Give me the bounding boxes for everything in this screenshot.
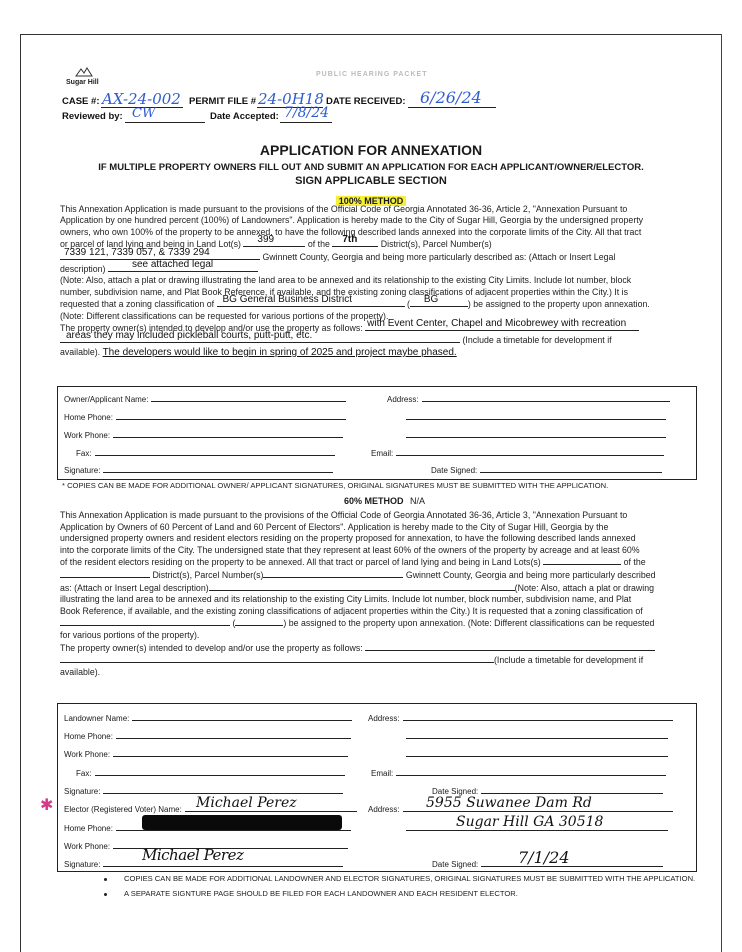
landowner-fax-field[interactable] (95, 767, 345, 776)
footer-note-2: A SEPARATE SIGNTURE PAGE SHOULD BE FILED FOR EACH LANDOWNER AND EACH RESIDENT ELECTOR. (124, 889, 518, 898)
landowner-work-phone-field[interactable] (113, 748, 348, 757)
elector-home-phone-label: Home Phone: (64, 824, 113, 833)
reviewed-value: CW (132, 106, 156, 121)
signature-label: Signature: (64, 466, 101, 475)
address-line2-field[interactable] (406, 411, 666, 420)
text-line (60, 642, 686, 655)
text-line (60, 330, 686, 346)
of-the-label: of the (307, 239, 330, 250)
zoning-code-value: BG (423, 294, 439, 306)
page-subtitle: IF MULTIPLE PROPERTY OWNERS FILL OUT AND SUBMIT AN APPLICATION FOR EACH APPLICANT/OWNER/ELECTOR. (98, 162, 644, 173)
elector-work-phone-label: Work Phone: (64, 842, 111, 851)
text-segment: of the resident electors residing on the property to be annexed. All that tract or parcel of land lying and being in Land Lots(s) (60, 557, 541, 568)
text-line (60, 667, 686, 679)
address-label: Address: (387, 395, 419, 404)
text-line: be assigned to the property upon annexation. (473, 299, 650, 310)
parcel-label: District(s), Parcel Number(s) (380, 239, 492, 250)
fax-label: Fax: (76, 449, 92, 458)
landowner-work-phone-label: Work Phone: (64, 750, 111, 759)
landowner-home-phone-label: Home Phone: (64, 732, 113, 741)
email-row (371, 447, 664, 458)
bullet-icon (104, 878, 107, 881)
work-phone-field[interactable] (113, 429, 343, 438)
land-lot-field[interactable] (243, 234, 305, 247)
email-field[interactable] (396, 447, 664, 456)
reviewed-underline (125, 122, 205, 123)
text-line: Application by one hundred percent (100%) of Landowners". Application is hereby made to the City of Sugar Hill, Georgia by the undersigned property (60, 215, 644, 226)
land-lot-label: or parcel of land lying and being in Land Lot(s) (60, 239, 241, 250)
land-lot-value: 399 (257, 234, 275, 246)
text-segment: ( (232, 618, 236, 629)
date-received-value: 6/26/24 (420, 88, 482, 107)
landowner-address2-row (403, 730, 668, 741)
district-field[interactable] (332, 234, 378, 247)
owner-name-row (64, 393, 346, 404)
elector-date-label: Date Signed: (432, 860, 479, 869)
text-segment: (Include a timetable for development if (494, 655, 644, 666)
bullet-icon (104, 893, 107, 896)
text-line: Book Reference, if available, and the existing zoning classifications of adjacent properties within the City.) It is requested that a zoning classification of (60, 605, 643, 616)
landowner-address2-field[interactable] (406, 730, 668, 739)
copies-note: * COPIES CAN BE MADE FOR ADDITIONAL OWNER/ APPLICANT SIGNATURES, ORIGINAL SIGNATURES MUST BE SUBMITTED WITH THE APPLICATION. (62, 481, 609, 490)
text-line: This Annexation Application is made pursuant to the provisions of the Official Code of Georgia Annotated 36-36, Article 2, "Annexation Pursuant to (60, 204, 628, 214)
footer-note-1: COPIES CAN BE MADE FOR ADDITIONAL LANDOWNER AND ELECTOR SIGNATURES, ORIGINAL SIGNATURES MUST BE SUBMITTED WITH THE APPLICATION. (124, 874, 696, 883)
address-line2-row (403, 411, 666, 422)
text-line: Application by Owners of 60 Percent of Land and 60 Percent of Electors". Application is hereby made to the City of Sugar Hill, Georgia by the (60, 521, 609, 532)
landowner-signature-field[interactable] (103, 785, 343, 794)
reviewed-label: Reviewed by: (62, 111, 123, 122)
landowner-address-row (368, 712, 673, 723)
land-lots-60-field[interactable] (543, 556, 621, 565)
case-value: AX-24-002 (102, 90, 181, 108)
text-line (60, 654, 686, 667)
method-100-text (60, 204, 686, 358)
landowner-fax-label: Fax: (76, 769, 92, 778)
elector-signature-value: Michael Perez (142, 846, 244, 864)
home-phone-row (64, 411, 346, 422)
text-line: into the corporate limits of the City. The undersigned state that they represent at least 60% of the owners of the property by acreage and at least 60% (60, 544, 640, 555)
landowner-name-row (64, 712, 352, 723)
landowner-date-label: Date Signed: (432, 787, 479, 796)
date-signed-field[interactable] (480, 464, 662, 473)
parcel-value: 7339 121, 7339 057, & 7339 294 (64, 246, 210, 258)
zoning-60-field[interactable] (60, 617, 230, 626)
text-segment: (Note: Also, attach a plat or drawing (514, 582, 655, 593)
elector-date-field[interactable] (481, 858, 663, 867)
fax-row (76, 447, 335, 458)
landowner-work-phone-row (64, 748, 348, 759)
landowner-fax-row (76, 767, 345, 778)
landowner-email-label: Email: (371, 769, 394, 778)
date-accepted-value: 7/8/24 (284, 105, 330, 121)
elector-date-value: 7/1/24 (518, 848, 570, 867)
landowner-name-label: Landowner Name: (64, 714, 130, 723)
text-segment: of the (623, 557, 646, 568)
use-field-2[interactable] (60, 330, 460, 343)
elector-address-label: Address: (368, 805, 400, 814)
description-label: description) (60, 264, 106, 275)
text-line: for various portions of the property). (60, 629, 200, 640)
landowner-address3-row (403, 748, 668, 759)
faded-header: PUBLIC HEARING PACKET (316, 71, 428, 78)
sugar-hill-logo-icon (74, 66, 94, 78)
date-signed-label: Date Signed: (431, 466, 478, 475)
use-60-field-2[interactable] (60, 654, 494, 663)
work-phone-label: Work Phone: (64, 431, 111, 440)
text-line: This Annexation Application is made pursuant to the provisions of the Official Code of Georgia Annotated 36-36, Article 3, "Annexation Pursuant to (60, 510, 628, 520)
method-60-heading-row (344, 496, 425, 506)
method-60-heading: 60% METHOD (344, 496, 404, 506)
district-60-field[interactable] (60, 569, 150, 578)
legal-description-value: see attached legal (131, 259, 214, 271)
use-60-field-1[interactable] (365, 642, 655, 651)
landowner-home-phone-field[interactable] (116, 730, 351, 739)
elector-signature-label: Signature: (64, 860, 101, 869)
signature-field[interactable] (103, 464, 333, 473)
parcel-60-field[interactable] (263, 569, 403, 578)
text-line (60, 556, 686, 569)
method-60-text (60, 510, 686, 678)
permit-value: 24-0H18 (258, 90, 324, 108)
text-line (60, 582, 686, 595)
home-phone-field[interactable] (116, 411, 346, 420)
zoning-field[interactable] (217, 294, 405, 307)
address-line3-field[interactable] (406, 429, 666, 438)
address-field[interactable] (422, 393, 670, 402)
asterisk-icon: ✱ (40, 797, 54, 814)
text-line: requested that a zoning classification of BG General Business District ( BG ) be assigned to the property upon annexation. (60, 294, 650, 310)
elector-name-label: Elector (Registered Voter) Name: (64, 805, 182, 814)
elector-address-line1: 5955 Suwanee Dam Rd (426, 795, 592, 811)
work-phone-row (64, 429, 343, 440)
permit-label: PERMIT FILE # (189, 96, 257, 107)
landowner-email-field[interactable] (396, 767, 666, 776)
landowner-address-label: Address: (368, 714, 400, 723)
page-border-top (20, 34, 722, 35)
owner-name-label: Owner/Applicant Name: (64, 395, 149, 404)
text-line: owners, who own 100% of the property to be annexed, to have the following described lands annexed into the corporate limits of the City. All that tract (60, 226, 642, 237)
text-line: undersigned property owners and resident electors residing on the property proposed for annexation, to have the following described lands annexed (60, 533, 636, 544)
landowner-address-field[interactable] (403, 712, 673, 721)
text-line: Gwinnett County, Georgia and being more particularly described as: (Attach or Insert Legal (262, 251, 616, 262)
landowner-home-phone-row (64, 730, 351, 741)
method-100-heading: 100% METHOD (336, 196, 407, 206)
owner-name-field[interactable] (151, 393, 346, 402)
email-label: Email: (371, 449, 394, 458)
text-segment: Gwinnett County, Georgia and being more particularly described (405, 569, 656, 580)
date-received-label: DATE RECEIVED: (326, 96, 406, 107)
fax-field[interactable] (95, 447, 335, 456)
method-60-na: N/A (410, 496, 426, 506)
date-accepted-underline (280, 122, 332, 123)
section-title: SIGN APPLICABLE SECTION (295, 175, 447, 187)
use-field-1[interactable] (365, 318, 639, 331)
elector-name-value: Michael Perez (196, 795, 297, 811)
text-line (60, 569, 686, 582)
landowner-signature-label: Signature: (64, 787, 101, 796)
text-line: (Note: Different classifications can be requested for various portions of the property). (60, 310, 389, 321)
available-label: available). (60, 346, 101, 357)
text-segment: available). (60, 666, 101, 677)
landowner-date-field[interactable] (481, 785, 663, 794)
landowner-name-field[interactable] (132, 712, 352, 721)
text-line: (Include a timetable for development if (462, 335, 612, 346)
text-line (60, 259, 686, 275)
home-phone-label: Home Phone: (64, 413, 113, 422)
date-accepted-label: Date Accepted: (210, 111, 279, 122)
zoning-label: requested that a zoning classification of (60, 299, 215, 310)
text-line (60, 617, 686, 630)
legal-60-field[interactable] (209, 582, 515, 591)
page-title: APPLICATION FOR ANNEXATION (259, 142, 483, 158)
zoning-code-60-field[interactable] (235, 617, 283, 626)
text-line: illustrating the land area to be annexed and its relationship to the existing City Limits. Include lot number, block number, subdivision name, and Plat (60, 594, 632, 605)
text-segment: ) be assigned to the property upon annexation. (Note: Different classifications can be requested (283, 618, 655, 629)
text-segment: as: (Attach or Insert Legal description) (60, 582, 209, 593)
date-signed-row (431, 464, 662, 475)
district-value: 7th (342, 234, 358, 246)
legal-description-field[interactable] (108, 259, 258, 272)
landowner-address3-field[interactable] (406, 748, 668, 757)
landowner-email-row (371, 767, 666, 778)
elector-address-line2: Sugar Hill GA 30518 (456, 814, 604, 830)
zoning-value: BG General Business District (222, 294, 352, 306)
text-segment: District(s), Parcel Number(s) (152, 569, 264, 580)
date-received-underline (408, 107, 496, 108)
timetable-value: The developers would like to begin in spring of 2025 and project maybe phased. (102, 346, 457, 358)
text-segment: The property owner(s) intended to develop and/or use the property as follows: (60, 642, 363, 653)
use-value-1: with Event Center, Chapel and Micobrewey with recreation (367, 318, 627, 330)
logo-text: Sugar Hill (66, 79, 99, 86)
zoning-code-field[interactable] (410, 294, 468, 307)
redaction-bar (142, 815, 342, 830)
text-line: (Note: Also, attach a plat or drawing illustrating the land area to be annexed and its relationship to the existing City Limits. Include lot number, block (60, 275, 632, 286)
text-line: number, subdivision name, and Plat Book Reference, if available, and the existing zoning classifications of adjacent properties within the City.) It is (60, 286, 629, 297)
use-label: The property owner(s) intended to develop and/or use the property as follows: (60, 323, 363, 334)
signature-row (64, 464, 333, 475)
address-row (387, 393, 670, 404)
address-line3-row (403, 429, 666, 440)
use-value-2: areas they may included pickleball courts, putt-putt, etc. (66, 330, 313, 342)
case-label: CASE #: (62, 96, 100, 107)
text-line (60, 347, 686, 358)
